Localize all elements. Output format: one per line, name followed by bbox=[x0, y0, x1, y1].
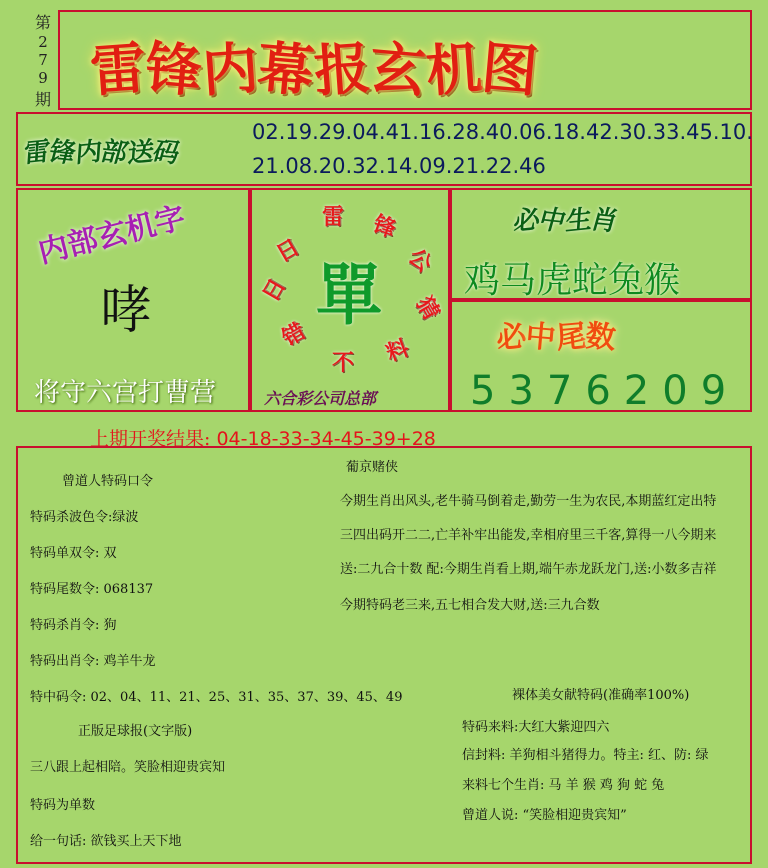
left-line: 特码尾数令: 068137 bbox=[30, 582, 154, 597]
issue-label-top: 第 bbox=[34, 13, 51, 32]
xuanji-char: 哮 bbox=[100, 281, 153, 341]
beauty-line: 信封料: 羊狗相斗猪得力。特主: 红、防: 绿 bbox=[462, 748, 709, 763]
dan-ring-char: 错 bbox=[277, 318, 310, 352]
football-line: 三八跟上起相陪。笑脸相迎贵宾知 bbox=[30, 760, 226, 775]
page-title: 雷锋内幕报玄机图 bbox=[88, 34, 541, 106]
numbers-box bbox=[16, 112, 752, 186]
xuanji-verse: 将守六宫打曹营 bbox=[34, 378, 217, 408]
dan-center: 單 bbox=[316, 256, 382, 334]
issue-box bbox=[28, 10, 58, 110]
issue-digit: 9 bbox=[38, 69, 48, 87]
bottom-box bbox=[16, 446, 752, 864]
football-line: 给一句话: 欲钱买上天下地 bbox=[30, 834, 182, 849]
beauty-line: 来料七个生肖: 马 羊 猴 鸡 狗 蛇 兔 bbox=[462, 778, 665, 793]
shengxiao-box bbox=[450, 188, 752, 300]
dan-footer: 六合彩公司总部 bbox=[264, 389, 377, 408]
weishu-value: 5376209 bbox=[470, 368, 740, 414]
right-line: 今期生肖出风头,老牛骑马倒着走,勤劳一生为农民,本期蓝红定出特 bbox=[340, 494, 717, 509]
issue-digit: 7 bbox=[38, 51, 48, 69]
weishu-box bbox=[450, 300, 752, 412]
dan-ring-char: 公 bbox=[403, 243, 437, 278]
left-line: 特码杀肖令: 狗 bbox=[30, 618, 117, 633]
weishu-title: 必中尾数 bbox=[494, 318, 618, 357]
last-result-value: 04-18-33-34-45-39+28 bbox=[216, 428, 436, 450]
numbers-line-1: 02.19.29.04.41.16.28.40.06.18.42.30.33.45.10. bbox=[252, 120, 753, 144]
left-line: 特码单双令: 双 bbox=[30, 546, 117, 561]
football-heading: 正版足球报(文字版) bbox=[78, 724, 193, 739]
title-box bbox=[58, 10, 752, 110]
football-line: 特码为单数 bbox=[30, 798, 96, 813]
dan-box bbox=[250, 188, 450, 412]
neibu-song-slogan: 雷锋内部送码 bbox=[22, 136, 184, 170]
dan-ring-char: 日 bbox=[271, 234, 304, 268]
xuanji-box bbox=[16, 188, 250, 412]
issue-label-bottom: 期 bbox=[34, 90, 51, 109]
dan-ring-char: 猜 bbox=[410, 292, 445, 325]
dan-ring-char: 料 bbox=[382, 334, 413, 367]
beauty-line: 特码来料:大红大紫迎四六 bbox=[462, 720, 610, 735]
right-heading: 葡京赌侠 bbox=[346, 460, 399, 475]
dan-ring-char: 日 bbox=[257, 274, 292, 307]
beauty-heading: 裸体美女献特码(准确率100%) bbox=[512, 688, 690, 703]
xuanji-title: 内部玄机字 bbox=[34, 200, 189, 271]
beauty-line: 曾道人说: “笑脸相迎贵宾知” bbox=[462, 808, 627, 823]
last-result-label: 上期开奖结果: bbox=[90, 428, 211, 450]
left-heading: 曾道人特码口令 bbox=[62, 474, 154, 489]
right-line: 送:二九合十数 配:今期生肖看上期,端午赤龙跃龙门,送:小数多吉祥 bbox=[340, 562, 717, 577]
right-line: 三四出码开二二,亡羊补牢出能发,幸相府里三千客,算得一八今期来 bbox=[340, 528, 717, 543]
shengxiao-value: 鸡马虎蛇兔猴 bbox=[464, 260, 681, 301]
issue-digit: 2 bbox=[38, 33, 48, 51]
right-line: 今期特码老三来,五七相合发大财,送:三九合数 bbox=[340, 598, 600, 613]
left-line: 特码出肖令: 鸡羊牛龙 bbox=[30, 654, 156, 669]
dan-ring-char: 锋 bbox=[369, 210, 400, 243]
shengxiao-title: 必中生肖 bbox=[512, 204, 622, 238]
numbers-line-2: 21.08.20.32.14.09.21.22.46 bbox=[252, 154, 546, 178]
dan-ring-char: 不 bbox=[332, 350, 355, 376]
left-line: 特码杀波色令:绿波 bbox=[30, 510, 139, 525]
dan-ring-char: 雷 bbox=[322, 204, 345, 230]
left-line: 特中码令: 02、04、11、21、25、31、35、37、39、45、49 bbox=[30, 690, 403, 705]
